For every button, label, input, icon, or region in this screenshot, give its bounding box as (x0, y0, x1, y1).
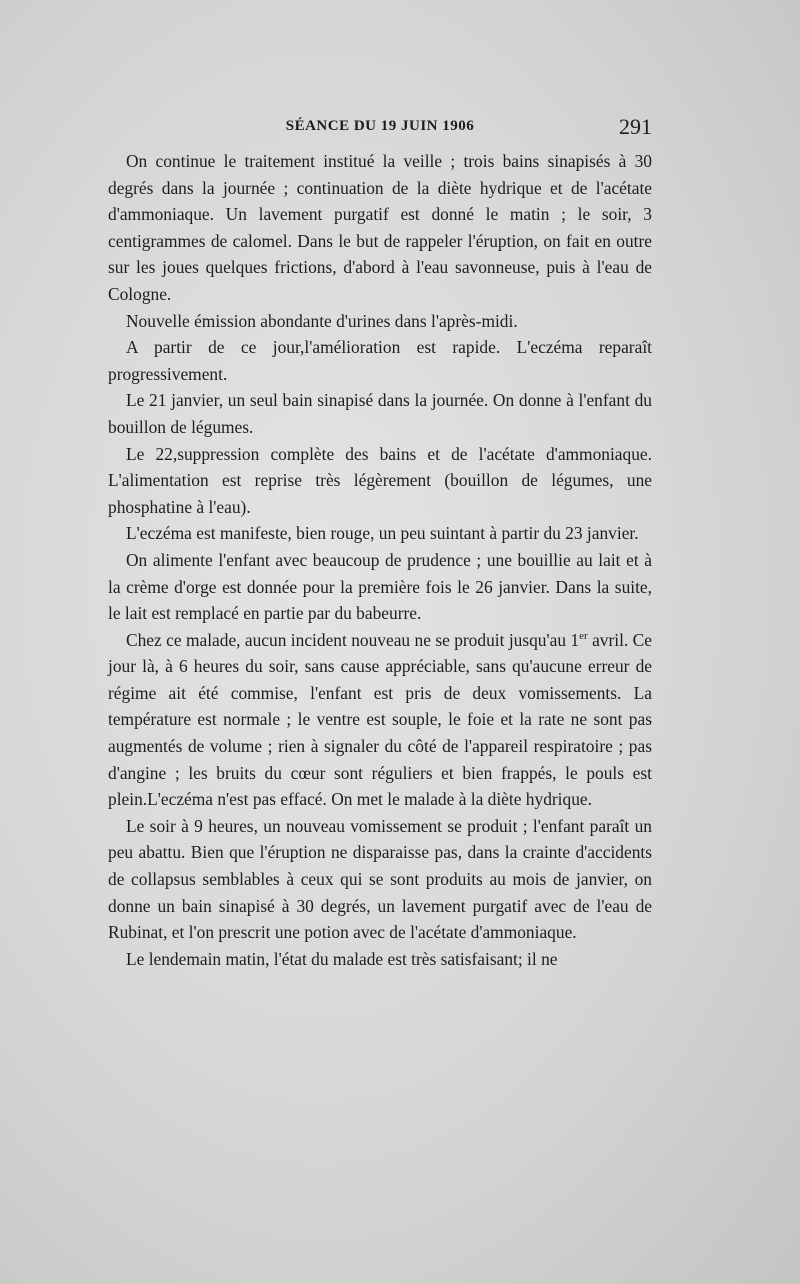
superscript: er (579, 629, 588, 642)
paragraph: Nouvelle émission abondante d'urines dans l'après-midi. (126, 310, 518, 331)
paragraph (108, 627, 652, 813)
paragraph: Le lendemain matin, l'état du malade est très satisfaisant; il ne (126, 948, 558, 969)
paragraph: On continue le traitement institué la veille ; trois bains sinapisés à 30 degrés dans la journée ; continuation de la diète hydrique et de l'acétate d'ammoniaque. Un lavement purgatif est donné le matin ; le soir, 3 centigrammes de calomel. Dans le but de rappeler l'éruption, on fait en outre sur les joues quelques frictions, d'abord à l'eau savonneuse, puis à l'eau de Cologne. (108, 151, 652, 304)
paragraph: Le 21 janvier, un seul bain sinapisé dans la journée. On donne à l'enfant du bouillon de légumes. (108, 390, 652, 437)
paragraph: Le soir à 9 heures, un nouveau vomissement se produit ; l'enfant paraît un peu abattu. Bien que l'éruption ne disparaisse pas, dans la crainte d'accidents de collapsus semblables à ceux qui se sont produits au mois de janvier, on donne un bain sinapisé à 30 degrés, un lavement purgatif avec de l'eau de Rubinat, et l'on prescrit une potion avec de l'acétate d'ammoniaque. (108, 815, 652, 943)
paragraph: Le 22,suppression complète des bains et de l'acétate d'ammoniaque. L'alimentation est reprise très légèrement (bouillon de légumes, une phosphatine à l'eau). (108, 443, 652, 517)
paragraph-text: avril. Ce jour là, à 6 heures du soir, sans cause appréciable, sans qu'aucune erreur de régime ait été commise, l'enfant est pris de deux vomissements. La température est normale ; le ventre est souple, le foie et la rate ne sont pas augmentés de volume ; rien à signaler du côté de l'appareil respiratoire ; pas d'angine ; les bruits du cœur sont réguliers et bien frappés, le pouls est plein.L'eczéma n'est pas effacé. On met le malade à la diète hydrique. (108, 629, 652, 810)
paragraph: L'eczéma est manifeste, bien rouge, un peu suintant à partir du 23 janvier. (126, 523, 639, 544)
paragraph-text: Chez ce malade, aucun incident nouveau ne se produit jusqu'au 1 (126, 629, 580, 650)
paragraph: On alimente l'enfant avec beaucoup de prudence ; une bouillie au lait et à la crème d'orge est donnée pour la première fois le 26 janvier. Dans la suite, le lait est remplacé en partie par du babeurre. (108, 549, 652, 624)
running-head (108, 114, 652, 140)
page-number: 291 (619, 114, 652, 139)
body-text (108, 148, 652, 972)
paragraph: A partir de ce jour,l'amélioration est rapide. L'eczéma reparaît progressivement. (108, 337, 652, 384)
running-title: SÉANCE DU 19 JUIN 1906 (285, 118, 475, 134)
